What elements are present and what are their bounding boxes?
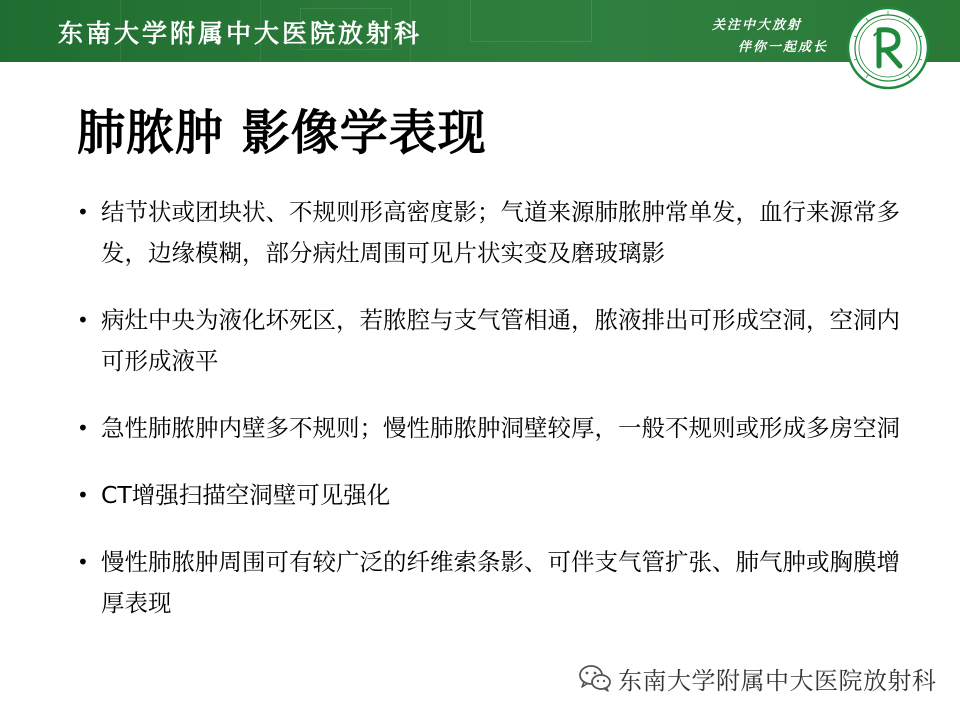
slide-title: 肺脓肿 影像学表现	[77, 105, 487, 161]
slogan-line-1: 关注中大放射	[712, 18, 803, 33]
bullet-text: 病灶中央为液化坏死区，若脓腔与支气管相通，脓液排出可形成空洞，空洞内可形成液平	[101, 306, 900, 375]
watermark-text: 东南大学附属中大医院放射科	[618, 666, 937, 695]
hospital-radiology-logo	[846, 6, 930, 90]
bullet-text: 结节状或团块状、不规则形高密度影；气道来源肺脓肿常单发，血行来源常多发，边缘模糊，部分病灶周围可见片状实变及磨玻璃影	[101, 198, 900, 267]
list-item	[75, 192, 905, 274]
bullet-text: 急性肺脓肿内壁多不规则；慢性肺脓肿洞壁较厚，一般不规则或形成多房空洞	[101, 414, 900, 442]
footer-watermark	[578, 660, 937, 696]
list-item	[75, 475, 905, 516]
list-item	[75, 300, 905, 382]
header-banner	[0, 0, 960, 62]
department-name: 东南大学附属中大医院放射科	[58, 19, 423, 48]
bullet-dot: •	[77, 416, 89, 440]
bullet-dot: •	[77, 550, 89, 574]
bullet-list	[75, 192, 905, 650]
slogan-line-2: 伴你一起成长	[738, 40, 829, 55]
bullet-dot: •	[77, 483, 89, 507]
list-item	[75, 408, 905, 449]
bullet-text: 慢性肺脓肿周围可有较广泛的纤维索条影、可伴支气管扩张、肺气肿或胸膜增厚表现	[101, 548, 900, 617]
bullet-dot: •	[77, 200, 89, 224]
list-item	[75, 542, 905, 624]
bullet-dot: •	[77, 308, 89, 332]
bullet-text: CT增强扫描空洞壁可见强化	[101, 481, 391, 509]
wechat-icon	[578, 663, 612, 693]
banner-decoration	[470, 0, 592, 42]
